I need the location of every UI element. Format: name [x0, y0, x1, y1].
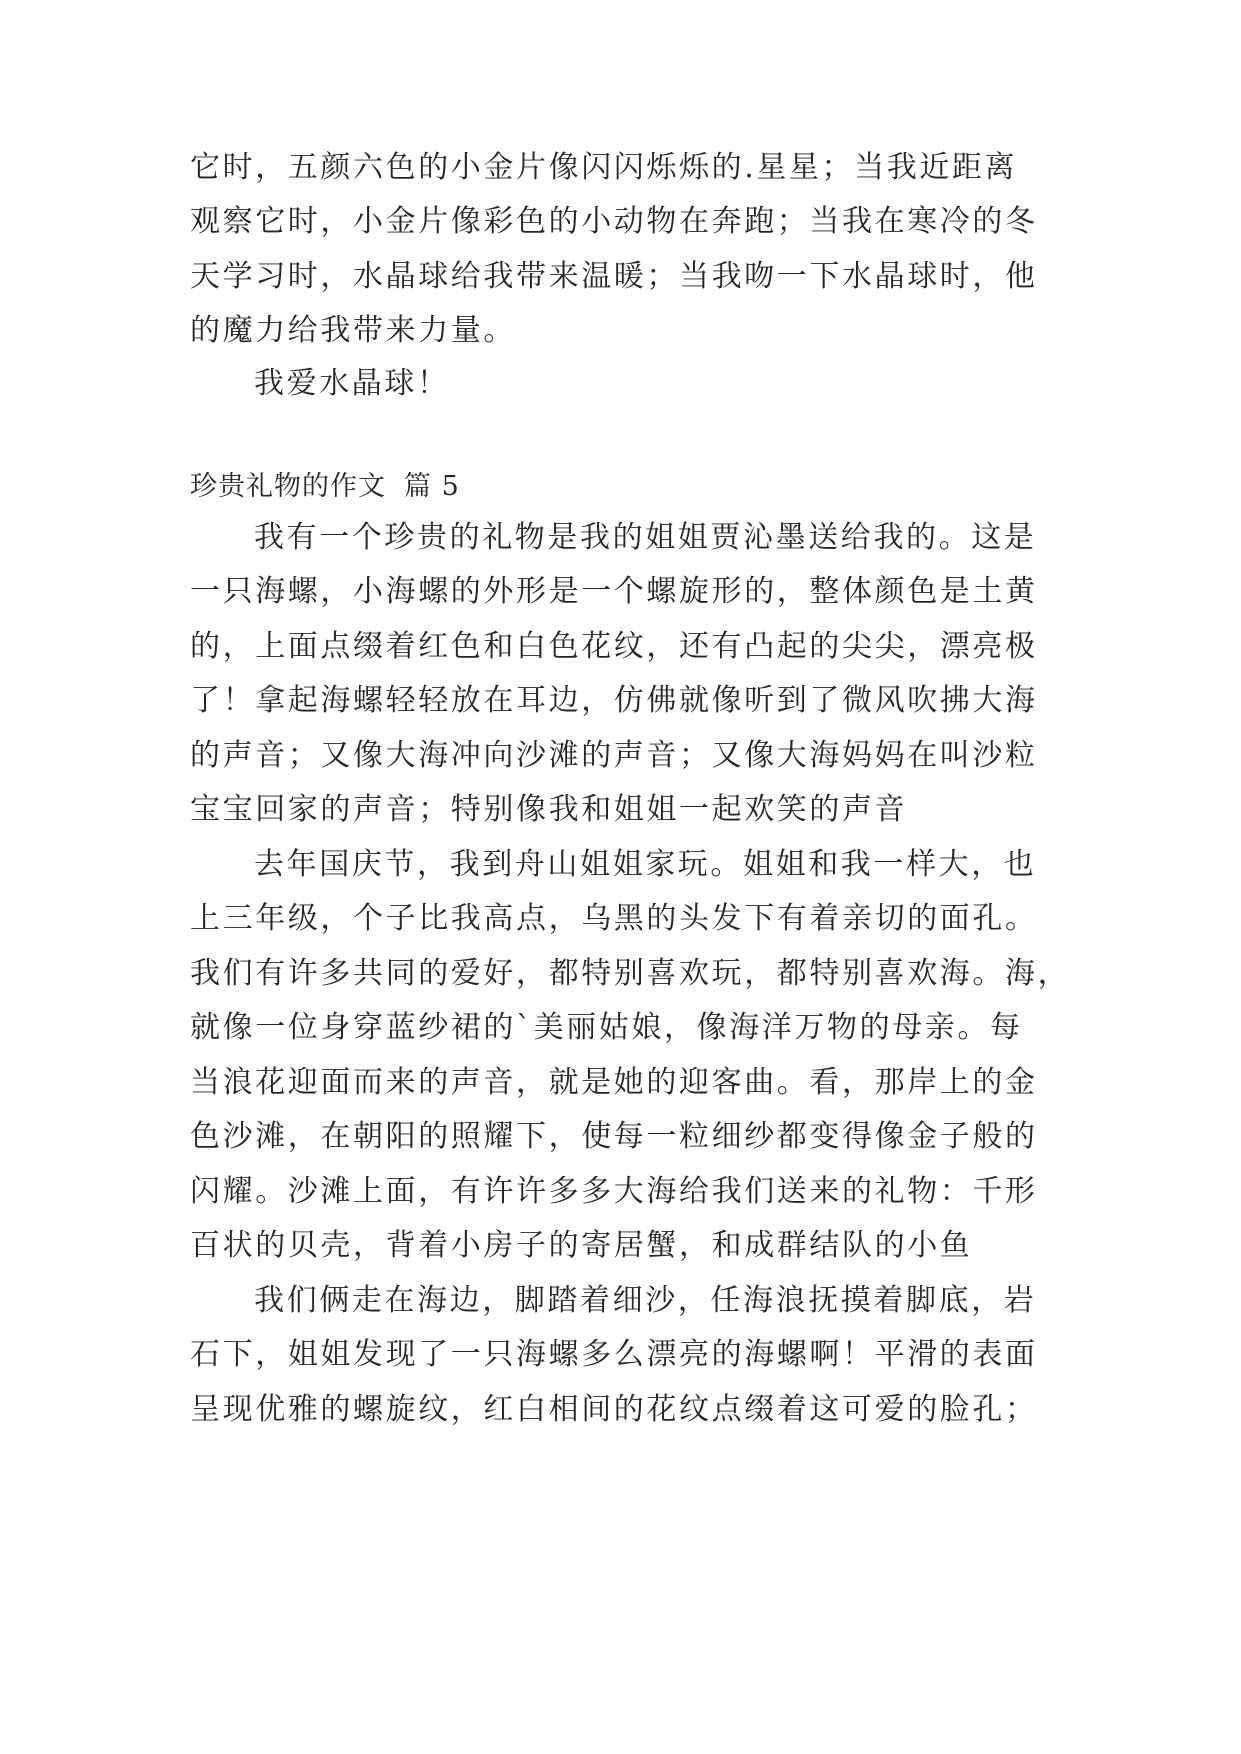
text-line: 呈现优雅的螺旋纹，红白相间的花纹点缀着这可爱的脸孔； [190, 1392, 1038, 1427]
text-line: 观察它时，小金片像彩色的小动物在奔跑；当我在寒冷的冬 [190, 204, 1038, 239]
text-line: 的声音；又像大海冲向沙滩的声音；又像大海妈妈在叫沙粒 [190, 738, 1038, 773]
text-line: 就像一位身穿蓝纱裙的`美丽姑娘，像海洋万物的母亲。每 [190, 1010, 1023, 1045]
text-line: 百状的贝壳，背着小房子的寄居蟹，和成群结队的小鱼 [190, 1228, 973, 1263]
text-line: 天学习时，水晶球给我带来温暖；当我吻一下水晶球时，他 [190, 259, 1038, 294]
text-line: 宝宝回家的声音；特别像我和姐姐一起欢笑的声音 [190, 792, 908, 827]
text-line: 上三年级，个子比我高点，乌黑的头发下有着亲切的面孔。 [190, 901, 1038, 936]
text-line: 色沙滩，在朝阳的照耀下，使每一粒细纱都变得像金子般的 [190, 1119, 1038, 1154]
paragraph-first-line: 去年国庆节，我到舟山姐姐家玩。姐姐和我一样大，也 [254, 847, 1037, 882]
text-line: 了！拿起海螺轻轻放在耳边，仿佛就像听到了微风吹拂大海 [190, 683, 1038, 718]
text-line: 一只海螺，小海螺的外形是一个螺旋形的，整体颜色是土黄 [190, 574, 1038, 609]
paragraph-first-line: 我有一个珍贵的礼物是我的姐姐贾沁墨送给我的。这是 [254, 520, 1037, 555]
text-line: 我们有许多共同的爱好，都特别喜欢玩，都特别喜欢海。海， [190, 956, 1071, 991]
text-line: 闪耀。沙滩上面，有许许多多大海给我们送来的礼物：千形 [190, 1174, 1038, 1209]
section-title [190, 469, 460, 505]
text-line: 当浪花迎面而来的声音，就是她的迎客曲。看，那岸上的金 [190, 1065, 1038, 1100]
text-line: 的，上面点缀着红色和白色花纹，还有凸起的尖尖，漂亮极 [190, 629, 1038, 664]
text-line: 它时，五颜六色的小金片像闪闪烁烁的.星星；当我近距离 [190, 150, 1018, 185]
text-line: 石下，姐姐发现了一只海螺多么漂亮的海螺啊！平滑的表面 [190, 1337, 1038, 1372]
section-title-text: 珍贵礼物的作文 [190, 471, 386, 502]
paragraph-first-line: 我们俩走在海边，脚踏着细沙，任海浪抚摸着脚底，岩 [254, 1283, 1037, 1318]
text-line: 的魔力给我带来力量。 [190, 313, 516, 348]
closing-line: 我爱水晶球！ [254, 366, 450, 401]
section-part-number: 篇 5 [404, 471, 460, 502]
